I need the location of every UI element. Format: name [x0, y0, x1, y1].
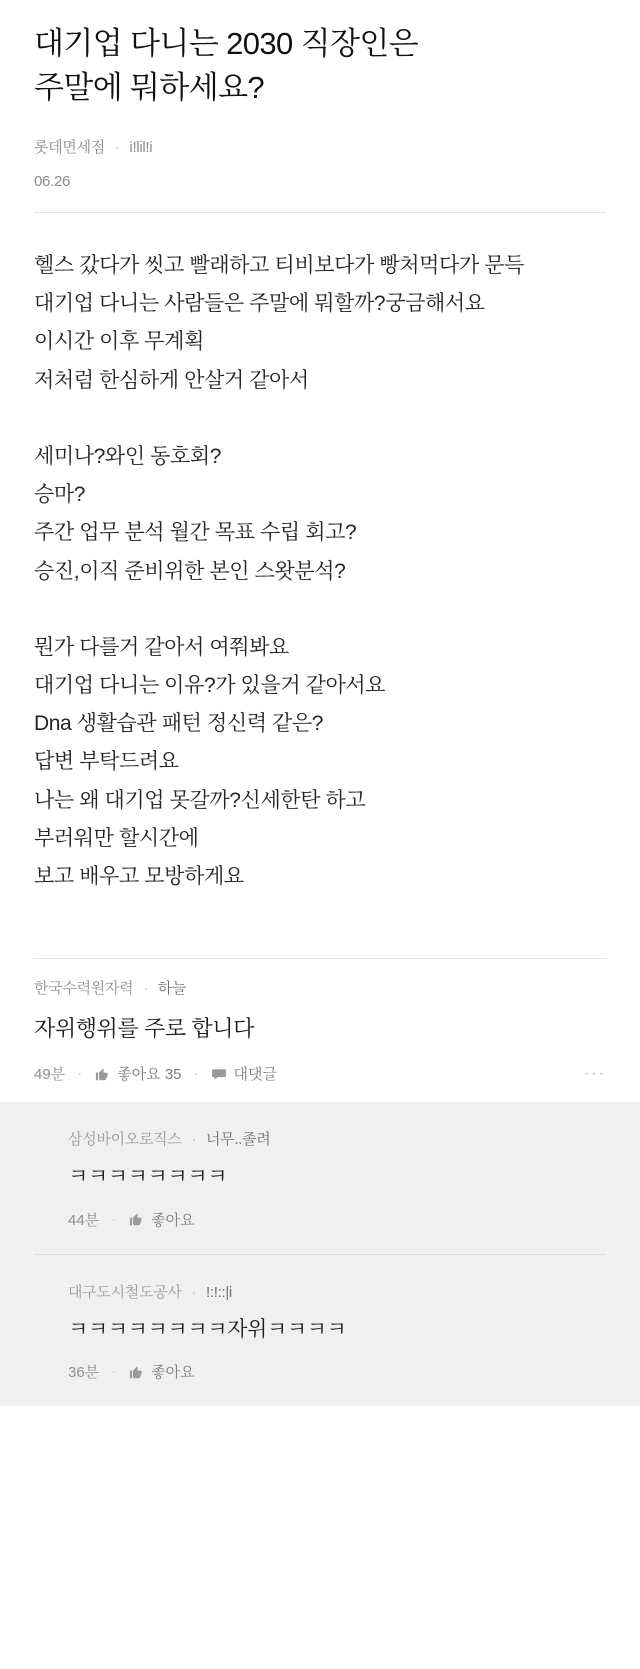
reply-list — [0, 1102, 640, 1406]
post-title-line-2: 주말에 뭐하세요? — [34, 70, 265, 106]
comment-more-button[interactable]: ··· — [584, 1065, 606, 1083]
post-body-line: 대기업 다니는 사람들은 주말에 뭐할까?궁금해서요 — [34, 292, 485, 316]
post-body-line: 대기업 다니는 이유?가 있을거 같아서요 — [34, 674, 386, 697]
post-body — [0, 213, 640, 896]
comment-actions — [34, 1063, 606, 1100]
comment-text: 자위행위를 주로 합니다 — [34, 1016, 254, 1042]
post-body-line: 헬스 갔다가 씻고 빨래하고 티비보다가 빵처먹다가 문득 — [34, 254, 524, 278]
post-author-company: 롯데면세점 — [34, 139, 105, 157]
post-title-line-1: 대기업 다니는 2030 직장인은 — [34, 26, 419, 61]
meta-separator: · — [114, 139, 120, 157]
comment-time: 49분 — [34, 1066, 66, 1084]
post-body-line: 뭔가 다를거 같아서 여쭤봐요 — [34, 635, 289, 659]
post-body-blank — [34, 400, 606, 438]
comment-like-button[interactable] — [94, 1063, 181, 1084]
comment-author-company: 한국수력원자력 — [34, 980, 134, 998]
reply-author-meta — [68, 1128, 606, 1149]
post-body-line: 세미나?와인 동호회? — [34, 444, 222, 468]
comment-author-meta — [34, 977, 606, 998]
comment — [34, 958, 606, 1100]
post-body-line: 부러워만 할시간에 — [34, 826, 199, 850]
reply-like-label: 좋아요 — [151, 1211, 195, 1229]
reply-actions — [68, 1209, 606, 1230]
bottom-spacer — [0, 1406, 640, 1492]
post-body-line: 보고 배우고 모방하게요 — [34, 865, 244, 889]
list-item — [34, 1254, 606, 1407]
reply-author-nickname: 너무..졸려 — [205, 1131, 271, 1149]
action-separator: · — [111, 1363, 117, 1381]
thumbs-up-icon — [128, 1211, 144, 1227]
reply-author-company: 삼성바이오로직스 — [68, 1131, 182, 1149]
comment-author-nickname: 하늘 — [157, 980, 187, 998]
action-separator: · — [111, 1210, 117, 1228]
reply-text: ㅋㅋㅋㅋㅋㅋㅋㅋ자위ㅋㅋㅋㅋ — [68, 1317, 347, 1341]
reply-text: ㅋㅋㅋㅋㅋㅋㅋㅋ — [68, 1165, 228, 1189]
reply-like-button[interactable] — [128, 1209, 194, 1230]
reply-author-nickname: !:!::|i — [205, 1283, 232, 1301]
reply-author-company: 대구도시철도공사 — [68, 1283, 182, 1301]
action-separator: · — [77, 1065, 83, 1083]
post-author-meta — [34, 136, 606, 157]
comment-like-label: 좋아요 35 — [117, 1066, 182, 1084]
reply-like-button[interactable] — [128, 1361, 194, 1382]
meta-separator: · — [191, 1283, 197, 1301]
post-body-line: 이시간 이후 무계획 — [34, 330, 204, 354]
post-body-line: 승마? — [34, 483, 86, 507]
post-body-line: 답변 부탁드려요 — [34, 750, 179, 774]
reply-actions — [68, 1361, 606, 1382]
reply-like-label: 좋아요 — [151, 1364, 195, 1382]
reply-author-meta — [68, 1281, 606, 1302]
thumbs-up-icon — [128, 1364, 144, 1380]
post-body-line: Dna 생활습관 패턴 정신력 같은? — [34, 712, 324, 736]
post-body-blank — [34, 591, 606, 629]
post-body-line: 나는 왜 대기업 못갈까?신세한탄 하고 — [34, 788, 366, 812]
post-body-line: 저처럼 한심하게 안살거 같아서 — [34, 368, 309, 392]
reply-time: 44분 — [68, 1211, 100, 1229]
speech-bubble-icon — [211, 1066, 227, 1082]
comment-reply-button[interactable] — [211, 1063, 277, 1084]
thumbs-up-icon — [94, 1066, 110, 1082]
page-title — [34, 22, 606, 110]
post-header — [0, 0, 640, 190]
action-separator: · — [193, 1065, 199, 1083]
post-body-line: 주간 업무 분석 월간 목표 수립 회고? — [34, 521, 357, 545]
meta-separator: · — [191, 1131, 197, 1149]
reply-time: 36분 — [68, 1364, 100, 1382]
post-date: 06.26 — [34, 173, 71, 191]
list-item — [34, 1102, 606, 1254]
post-body-line: 승진,이직 준비위한 본인 스왓분석? — [34, 559, 346, 583]
meta-separator: · — [143, 980, 148, 998]
comment-reply-label: 대댓글 — [233, 1066, 277, 1084]
post-author-nickname: i!lil!i — [129, 139, 153, 157]
